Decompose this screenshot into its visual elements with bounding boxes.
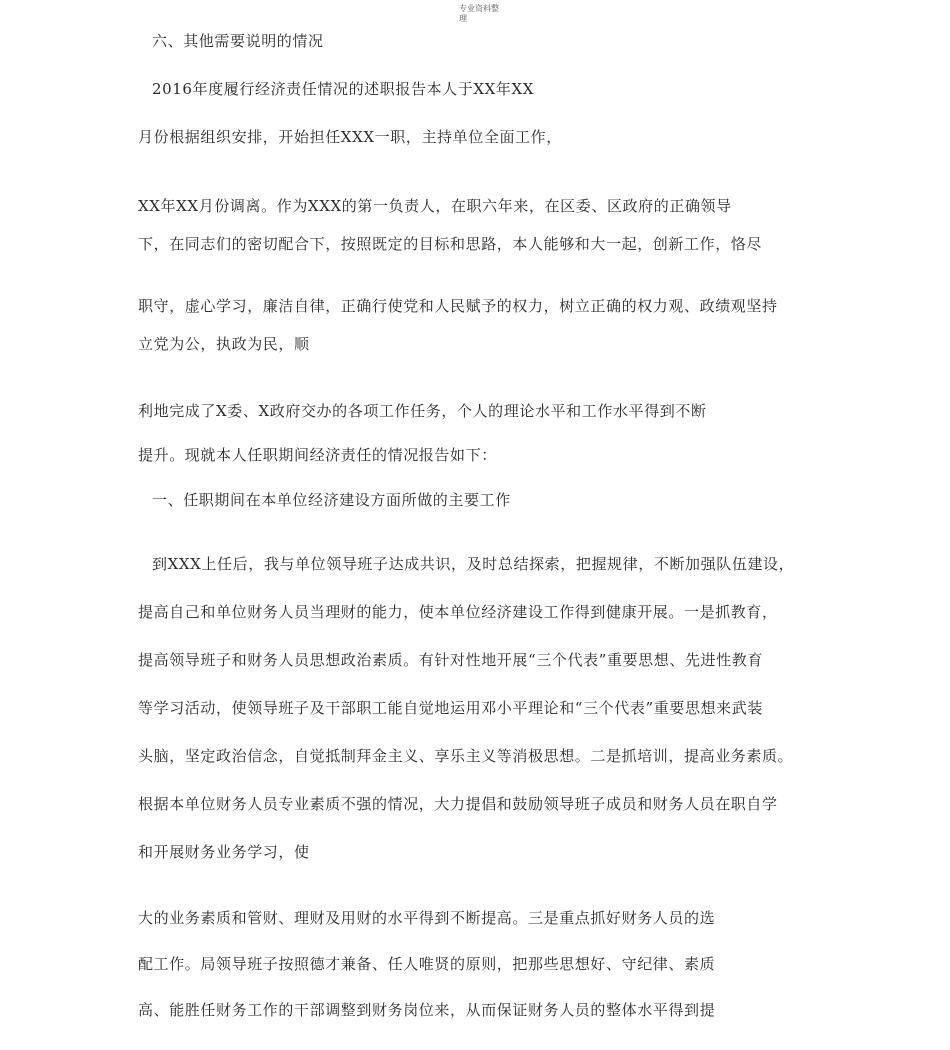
paragraph-line: 到XXX上任后，我与单位领导班子达成共识，及时总结探索，把握规律，不断加强队伍建设， (152, 555, 795, 573)
header-note (459, 4, 519, 24)
paragraph-line: 2016年度履行经济责任情况的述职报告本人于XX年XX (152, 80, 535, 98)
header-note-line-1: 专业资料整 (459, 4, 499, 13)
paragraph-line: 立党为公，执政为民，顺 (138, 335, 310, 353)
paragraph-line: 提高自己和单位财务人员当理财的能力，使本单位经济建设工作得到健康开展。一是抓教育， (138, 603, 778, 621)
paragraph-line: 提高领导班子和财务人员思想政治素质。有针对性地开展“三个代表”重要思想、先进性教育 (138, 651, 763, 669)
paragraph-line: XX年XX月份调离。作为XXX的第一负责人，在职六年来，在区委、区政府的正确领导 (138, 197, 732, 215)
paragraph-line: 配工作。局领导班子按照德才兼备、任人唯贤的原则，把那些思想好、守纪律、素质 (138, 955, 716, 973)
paragraph-line: 大的业务素质和管财、理财及用财的水平得到不断提高。三是重点抓好财务人员的选 (138, 909, 716, 927)
header-note-line-2: 理 (459, 14, 467, 23)
section-heading-six: 六、其他需要说明的情况 (152, 32, 324, 50)
paragraph-line: 和开展财务业务学习，使 (138, 843, 310, 861)
paragraph-line: 头脑，坚定政治信念，自觉抵制拜金主义、享乐主义等消极思想。二是抓培训，提高业务素质。 (138, 747, 794, 765)
paragraph-line: 提升。现就本人任职期间经济责任的情况报告如下： (138, 446, 497, 464)
paragraph-line: 职守，虚心学习，廉洁自律，正确行使党和人民赋予的权力，树立正确的权力观、政绩观坚持 (138, 297, 778, 315)
section-heading-one: 一、任职期间在本单位经济建设方面所做的主要工作 (152, 491, 511, 509)
paragraph-line: 等学习活动，使领导班子及干部职工能自觉地运用邓小平理论和“三个代表”重要思想来武装 (138, 699, 763, 717)
paragraph-line: 高、能胜任财务工作的干部调整到财务岗位来，从而保证财务人员的整体水平得到提 (138, 1001, 716, 1019)
paragraph-line: 下，在同志们的密切配合下，按照既定的目标和思路，本人能够和大一起，创新工作，恪尽 (138, 235, 763, 253)
paragraph-line: 根据本单位财务人员专业素质不强的情况，大力提倡和鼓励领导班子成员和财务人员在职自学 (138, 795, 778, 813)
paragraph-line: 利地完成了X委、X政府交办的各项工作任务，个人的理论水平和工作水平得到不断 (138, 402, 707, 420)
paragraph-line: 月份根据组织安排，开始担任XXX一职，主持单位全面工作， (138, 128, 562, 146)
